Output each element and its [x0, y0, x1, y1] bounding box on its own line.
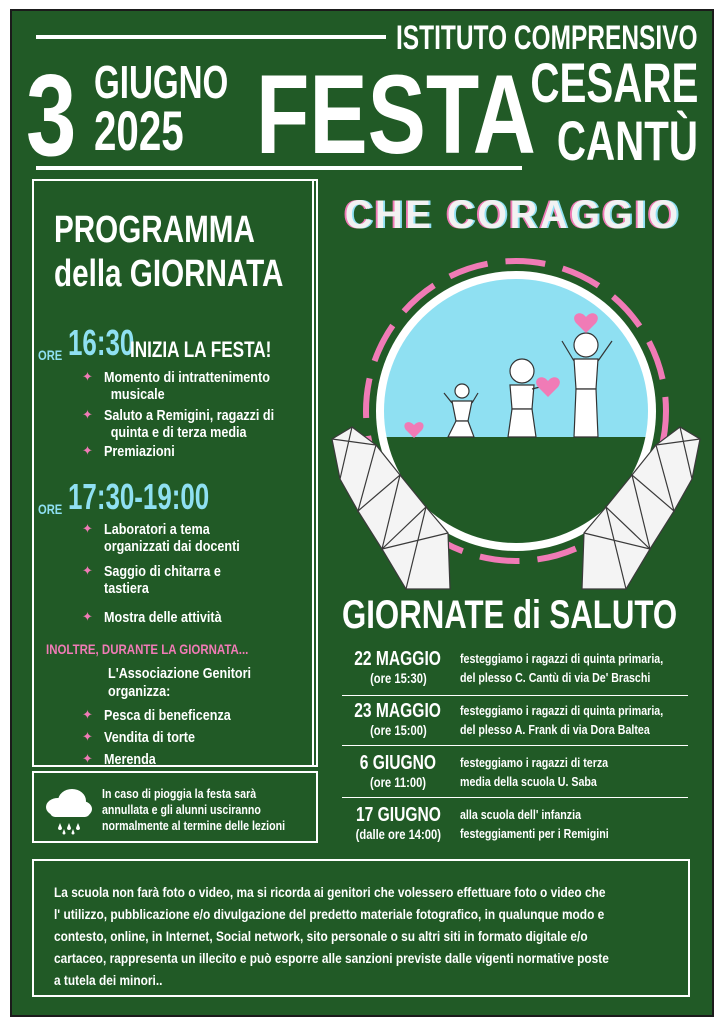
row-date: 22 MAGGIO [354, 648, 442, 670]
list-item [82, 563, 266, 609]
ore-label-1: ORE [38, 347, 63, 363]
star-bullet-icon: ✦ [82, 609, 93, 624]
rain-line1: In caso di pioggia la festa sarà [102, 787, 257, 801]
list-item [82, 407, 307, 443]
rain-line3: normalmente al termine delle lezioni [102, 819, 286, 833]
star-bullet-icon: ✦ [82, 407, 93, 422]
list-item [82, 729, 255, 751]
item-text-cont: organizzati dai docenti [104, 538, 240, 555]
list-item [82, 609, 266, 629]
list-item [82, 443, 307, 463]
list-item [82, 707, 255, 729]
row-date: 6 GIUGNO [359, 752, 437, 774]
institute-line1: ISTITUTO COMPRENSIVO [396, 19, 698, 57]
inoltre-heading: INOLTRE, DURANTE LA GIORNATA... [46, 641, 249, 657]
rain-notice [32, 771, 318, 843]
item-text: Pesca di beneficenza [104, 707, 231, 724]
row-desc: festeggiamo i ragazzi di quinta primaria, [460, 651, 664, 666]
disclaimer-box [32, 859, 690, 997]
date-year: 2025 [94, 99, 184, 162]
program-panel [32, 179, 318, 767]
disclaimer-line: contesto, online, in Internet, Social network, sito personale o su altri siti in formato digitale e/o [54, 928, 588, 944]
item-text: Saggio di chitarra e [104, 563, 221, 580]
row-time: (ore 11:00) [369, 774, 427, 790]
row-desc: festeggiamo i ragazzi di terza [460, 755, 609, 770]
divider-vertical [312, 179, 314, 767]
assoc-list [82, 707, 255, 773]
star-bullet-icon: ✦ [82, 751, 93, 766]
institute-line3: CANTÙ [556, 109, 698, 172]
slogan-text: CHE CORAGGIO [344, 193, 682, 237]
disclaimer-line: a tutela dei minori.. [54, 972, 163, 988]
list-item [82, 369, 307, 407]
list-item [82, 521, 266, 563]
star-bullet-icon: ✦ [82, 729, 93, 744]
date-month: GIUGNO [94, 56, 229, 108]
row-desc-cont: del plesso C. Cantù di via De' Braschi [460, 670, 651, 685]
inizia-la-festa: INIZIA LA FESTA! [130, 337, 272, 362]
disclaimer-text [54, 881, 707, 991]
rain-line2: annullata e gli alunni usciranno [102, 803, 261, 817]
header-top-rule [36, 35, 386, 39]
item-text: Merenda [104, 751, 156, 768]
time-2: 17:30-19:00 [68, 476, 210, 517]
assoc-line1: L'Associazione Genitori [108, 665, 252, 682]
giornate-title: GIORNATE di SALUTO [342, 593, 678, 637]
row-desc: festeggiamo i ragazzi di quinta primaria, [460, 703, 664, 718]
item-text-cont: tastiera [104, 580, 149, 597]
slogan [318, 195, 708, 235]
star-bullet-icon: ✦ [82, 521, 93, 536]
institute-line2: CESARE [529, 51, 698, 114]
item-text-cont: quinta e di terza media [110, 424, 247, 441]
row-time: (ore 15:00) [369, 722, 427, 738]
star-bullet-icon: ✦ [82, 563, 93, 578]
row-divider [342, 797, 688, 798]
item-text: Momento di intrattenimento [104, 369, 270, 386]
row-desc-cont: festeggiamenti per i Remigini [460, 826, 609, 841]
program-title-line2: della GIORNATA [54, 253, 284, 295]
block2-list [82, 521, 266, 629]
block1-list [82, 369, 307, 463]
program-title-line1: PROGRAMMA [54, 209, 255, 251]
giornate-table [342, 647, 692, 857]
hands-globe-illustration [322, 249, 710, 599]
institute-name-block [498, 51, 698, 175]
row-desc-cont: del plesso A. Frank di via Dora Baltea [460, 722, 650, 737]
item-text: Mostra delle attività [104, 609, 222, 626]
disclaimer-line: cartaceo, rappresenta un illecito e può esporre alle sanzioni previste dalle vigenti normative poste [54, 950, 609, 966]
star-bullet-icon: ✦ [82, 369, 93, 384]
item-text: Premiazioni [104, 443, 175, 460]
list-item [82, 751, 255, 773]
row-date: 17 GIUGNO [355, 804, 441, 826]
item-text: Vendita di torte [104, 729, 196, 746]
row-time: (dalle ore 14:00) [355, 826, 441, 842]
rain-cloud-icon [42, 785, 94, 835]
poster [10, 9, 714, 1017]
row-date: 23 MAGGIO [354, 700, 442, 722]
row-desc-cont: media della scuola U. Saba [460, 774, 597, 789]
row-desc: alla scuola dell' infanzia [460, 807, 582, 822]
star-bullet-icon: ✦ [82, 707, 93, 722]
item-text-cont: musicale [110, 386, 165, 403]
row-divider [342, 745, 688, 746]
disclaimer-line: l' utilizzo, pubblicazione e/o divulgazione del predetto materiale fotografico, in qualunque modo e [54, 906, 605, 922]
ore-label-2: ORE [38, 501, 63, 517]
time-1: 16:30 [68, 322, 135, 363]
row-divider [342, 695, 688, 696]
item-text: Laboratori a tema [104, 521, 210, 538]
assoc-line2: organizza: [108, 683, 171, 700]
star-bullet-icon: ✦ [82, 443, 93, 458]
festa-title: FESTA [256, 52, 536, 177]
disclaimer-line: La scuola non farà foto o video, ma si ricorda ai genitori che volessero effettuare foto o video che [54, 884, 606, 900]
date-day: 3 [26, 50, 77, 180]
item-text: Saluto a Remigini, ragazzi di [104, 407, 275, 424]
row-time: (ore 15:30) [369, 670, 427, 686]
